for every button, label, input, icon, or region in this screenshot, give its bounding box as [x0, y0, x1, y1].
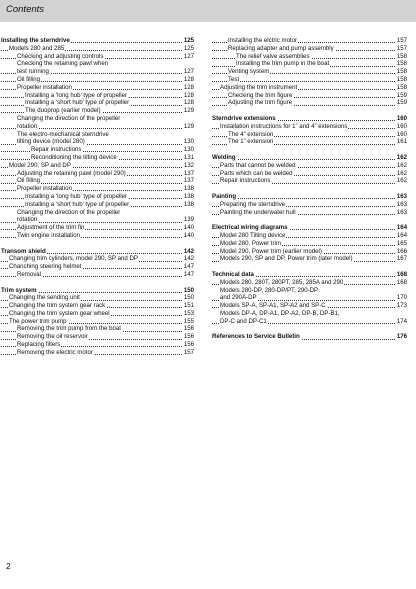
- toc-entry-title: Changing the trim system gear rack: [9, 302, 106, 310]
- toc-entry-title: Repair instructions: [220, 177, 271, 185]
- toc-entry-page: 142: [183, 247, 194, 255]
- toc-entry-page: 160: [396, 122, 407, 130]
- toc-entry[interactable]: [212, 177, 407, 185]
- toc-entry-title: Propeller installation: [17, 83, 72, 91]
- toc-entry-title: Removal: [17, 270, 42, 278]
- toc-entry-title: The 4” extension: [228, 130, 274, 138]
- toc-entry[interactable]: [212, 76, 407, 84]
- toc-entry-title: The duoprop (earlier model): [25, 107, 101, 115]
- toc-entry-title: Models 280, 280T, 280PT, 285, 285A and 290: [220, 278, 344, 286]
- toc-entry-page: 158: [396, 68, 407, 76]
- toc-entry-title: Checking and adjusting controls: [17, 52, 104, 60]
- toc-entry-page: 129: [183, 122, 194, 130]
- toc-entry-title: Adjusting the trim instrument: [220, 83, 298, 91]
- toc-entry-page: 167: [396, 255, 407, 263]
- toc-entry[interactable]: [212, 318, 407, 326]
- toc-entry[interactable]: [1, 146, 194, 154]
- toc-entry-page: 156: [183, 333, 194, 341]
- toc-section-heading[interactable]: [212, 224, 407, 232]
- toc-entry[interactable]: [1, 302, 194, 310]
- toc-entry-page: 150: [183, 286, 194, 294]
- toc-entry-title: Model 280, Power trim: [220, 239, 281, 247]
- toc-entry-page: 153: [183, 309, 194, 317]
- toc-spacer: [212, 107, 407, 115]
- toc-entry-page: 159: [396, 91, 407, 99]
- toc-entry-title: Test: [228, 75, 240, 83]
- toc-entry-page: 128: [183, 75, 194, 83]
- toc-entry[interactable]: [212, 162, 407, 170]
- toc-entry[interactable]: [212, 294, 407, 302]
- toc-entry-title: Electrical wiring diagrams: [212, 224, 288, 232]
- toc-entry-title: Removing the electric motor: [17, 348, 93, 356]
- toc-entry-title: Installing a ‘short hub’ type of propeller: [25, 99, 130, 107]
- toc-entry-title: Reconditioning the tilting device: [31, 153, 117, 161]
- toc-entry[interactable]: [1, 271, 194, 279]
- toc-entry[interactable]: [1, 115, 194, 123]
- toc-entry-title: Changing the trim system gear wheel: [9, 309, 110, 317]
- toc-entry-page: 166: [396, 247, 407, 255]
- toc-entry-title: Models 280 and 285: [9, 44, 65, 52]
- toc-entry-title: References to Service Bulletin: [212, 333, 300, 341]
- toc-entry-title: Models SP-A, SP-A1, SP-A2 and SP-C: [220, 302, 326, 310]
- toc-entry-title: Adjustment of the trim fin: [17, 224, 85, 232]
- toc-entry-title: Installing the sterndrive: [1, 37, 70, 44]
- toc-entry[interactable]: [1, 123, 194, 131]
- toc-entry-page: 173: [396, 302, 407, 310]
- toc-entry-page: 128: [183, 91, 194, 99]
- toc-entry-page: 176: [396, 333, 407, 341]
- toc-entry[interactable]: [1, 170, 194, 178]
- toc-entry-page: 160: [396, 130, 407, 138]
- toc-entry-page: 151: [183, 302, 194, 310]
- toc-entry-title: Models DP-A, DP-A1, DP-A2, DP-B, DP-B1,: [220, 309, 340, 317]
- toc-entry[interactable]: [1, 310, 194, 318]
- toc-entry-title: Painting the underwater hull: [220, 208, 296, 216]
- toc-entry-page: 168: [396, 278, 407, 286]
- toc-entry[interactable]: [1, 216, 194, 224]
- toc-entry-title: Installing a ‘short hub’ type of propeller: [25, 200, 130, 208]
- toc-entry[interactable]: [1, 138, 194, 146]
- toc-entry[interactable]: [212, 123, 407, 131]
- toc-entry-title: Removing the trim pump from the boat: [17, 325, 121, 333]
- toc-entry-title: Propeller installation: [17, 185, 72, 193]
- toc-entry-title: Models 290, SP and DP, Power trim (later model): [220, 255, 353, 263]
- toc-entry-title: Model 280 Tilting device: [220, 231, 286, 239]
- toc-entry-page: 155: [183, 317, 194, 325]
- toc-entry-page: 164: [396, 231, 407, 239]
- toc-entry-page: 156: [183, 325, 194, 333]
- toc-entry-title: Adjusting the retaining pawl (model 290): [17, 169, 126, 177]
- toc-entry[interactable]: [1, 201, 194, 209]
- toc-entry[interactable]: [1, 193, 194, 201]
- toc-entry-title: The 1” extension: [228, 138, 274, 146]
- toc-entry-page: 129: [183, 107, 194, 115]
- toc-entry-title: The power trim pump: [9, 317, 67, 325]
- toc-entry-page: 147: [183, 263, 194, 271]
- toc-entry[interactable]: [1, 53, 194, 61]
- page-number: 2: [6, 561, 11, 571]
- toc-entry[interactable]: [1, 232, 194, 240]
- toc-left-column: [1, 37, 194, 357]
- toc-section-heading[interactable]: [212, 115, 407, 123]
- toc-entry[interactable]: [212, 209, 407, 217]
- toc-entry[interactable]: [212, 279, 407, 287]
- toc-entry-title: Trim system: [1, 286, 37, 294]
- toc-entry-title: Checking the trim figure: [228, 91, 293, 99]
- toc-entry-page: 138: [183, 185, 194, 193]
- toc-entry-page: 142: [183, 255, 194, 263]
- toc-entry[interactable]: [212, 232, 407, 240]
- toc-entry[interactable]: [1, 162, 194, 170]
- toc-entry-page: 127: [183, 68, 194, 76]
- toc-entry[interactable]: [1, 255, 194, 263]
- toc-entry[interactable]: [1, 224, 194, 232]
- toc-entry[interactable]: [1, 333, 194, 341]
- toc-section-heading[interactable]: [1, 287, 194, 295]
- toc-entry[interactable]: [212, 201, 407, 209]
- toc-entry-page: 138: [183, 192, 194, 200]
- toc-entry-title: Models 280-DP, 280-DP/PT, 290-DP: [220, 286, 319, 294]
- toc-entry[interactable]: [212, 287, 407, 295]
- toc-entry-page: 157: [183, 348, 194, 356]
- toc-entry-title: Model 290, Power trim (earlier model): [220, 247, 322, 255]
- toc-entry-title: rotation: [17, 122, 38, 130]
- toc-entry-title: Installing a ‘long hub’ type of propeller: [25, 192, 128, 200]
- toc-entry[interactable]: [1, 76, 194, 84]
- toc-entry-title: Welding: [212, 153, 236, 161]
- toc-entry-title: Changing the direction of the propeller: [17, 208, 121, 216]
- toc-entry[interactable]: [212, 60, 407, 68]
- toc-entry-page: 174: [396, 317, 407, 325]
- toc-entry[interactable]: [212, 53, 407, 61]
- toc-entry-title: Installing a ‘long hub’ type of propeller: [25, 91, 128, 99]
- toc-entry-title: tilting device (model 280): [17, 138, 85, 146]
- toc-entry[interactable]: [212, 37, 407, 45]
- toc-entry[interactable]: [1, 325, 194, 333]
- toc-entry[interactable]: [1, 68, 194, 76]
- toc-entry-title: Replacing filters: [17, 341, 61, 349]
- toc-entry-title: Preparing the sterndrive: [220, 200, 286, 208]
- toc-spacer: [212, 263, 407, 271]
- toc-spacer: [1, 240, 194, 248]
- toc-entry-title: Changing trim cylinders, model 290, SP and DP: [9, 255, 138, 263]
- toc-entry-page: 131: [183, 153, 194, 161]
- toc-section-heading[interactable]: [212, 193, 407, 201]
- toc-entry-title: Replacing adapter and pump assembly: [228, 44, 334, 52]
- toc-entry-page: 161: [396, 138, 407, 146]
- toc-entry-page: 164: [396, 224, 407, 232]
- toc-entry[interactable]: [212, 170, 407, 178]
- toc-entry-title: and 290A-DP: [220, 294, 257, 302]
- toc-entry-page: 147: [183, 270, 194, 278]
- toc-entry[interactable]: [1, 45, 194, 53]
- toc-entry-title: Oil filling: [17, 177, 41, 185]
- toc-entry-title: Parts which can be welded: [220, 169, 293, 177]
- toc-section-heading[interactable]: [212, 333, 407, 341]
- toc-entry-page: 128: [183, 99, 194, 107]
- toc-entry-page: 130: [183, 146, 194, 154]
- toc-entry-page: 140: [183, 231, 194, 239]
- toc-entry-page: 137: [183, 177, 194, 185]
- toc-entry-title: Chanching steering helmet: [9, 263, 82, 271]
- toc-entry-page: 128: [183, 83, 194, 91]
- toc-entry[interactable]: [1, 341, 194, 349]
- toc-entry-page: 150: [183, 294, 194, 302]
- toc-entry[interactable]: [1, 349, 194, 357]
- toc-entry[interactable]: [212, 99, 407, 107]
- toc-entry-page: 140: [183, 224, 194, 232]
- toc-entry-page: 137: [183, 169, 194, 177]
- toc-entry-page: 162: [396, 161, 407, 169]
- toc-spacer: [1, 279, 194, 287]
- toc-entry-page: 163: [396, 200, 407, 208]
- toc-entry-page: 139: [183, 216, 194, 224]
- toc-entry[interactable]: [1, 99, 194, 107]
- toc-entry[interactable]: [1, 84, 194, 92]
- toc-entry-title: Painting: [212, 192, 237, 200]
- toc-entry[interactable]: [212, 45, 407, 53]
- toc-entry-page: 138: [183, 200, 194, 208]
- toc-entry[interactable]: [212, 138, 407, 146]
- toc-entry-title: Checking the retaining pawl when: [17, 60, 109, 68]
- toc-entry-page: 132: [183, 161, 194, 169]
- toc-entry-page: 163: [396, 192, 407, 200]
- toc-entry-page: 165: [396, 239, 407, 247]
- toc-entry-title: Removing the oil reservoir: [17, 333, 88, 341]
- toc-entry-page: 157: [396, 44, 407, 52]
- toc-entry-title: rotation: [17, 216, 38, 224]
- toc-entry-title: Installation instructions for 1” and 4” extensions: [220, 122, 348, 130]
- toc-entry[interactable]: [1, 131, 194, 139]
- toc-entry[interactable]: [1, 177, 194, 185]
- toc-section-heading[interactable]: [1, 248, 194, 256]
- toc-section-heading[interactable]: [1, 37, 194, 45]
- toc-entry-page: 162: [396, 169, 407, 177]
- toc-entry-title: Transom shield: [1, 247, 46, 255]
- toc-entry-title: Repair instructions: [31, 146, 82, 154]
- toc-entry-title: The relief valve assemblies: [236, 52, 310, 60]
- toc-entry-page: 163: [396, 208, 407, 216]
- toc-entry-page: 156: [183, 341, 194, 349]
- toc-entry[interactable]: [212, 302, 407, 310]
- toc-entry-page: 127: [183, 52, 194, 60]
- toc-entry[interactable]: [212, 84, 407, 92]
- toc-spacer: [212, 146, 407, 154]
- toc-entry-title: The electro-mechanical sterndrive: [17, 130, 109, 138]
- toc-entry-title: Adjusting the trim figure: [228, 99, 293, 107]
- toc-entry-title: Sterndrive extensions: [212, 114, 276, 122]
- toc-entry-page: 160: [396, 114, 407, 122]
- toc-entry-page: 125: [183, 37, 194, 44]
- toc-entry-page: 125: [183, 44, 194, 52]
- toc-entry[interactable]: [212, 131, 407, 139]
- toc-entry-page: 158: [396, 60, 407, 68]
- toc-entry[interactable]: [1, 294, 194, 302]
- toc-entry-page: 168: [396, 270, 407, 278]
- toc-entry-title: Installing the elctric motor: [228, 37, 298, 44]
- toc-entry-page: 158: [396, 75, 407, 83]
- toc-entry-title: test running: [17, 68, 49, 76]
- toc-entry[interactable]: [1, 318, 194, 326]
- toc-entry[interactable]: [1, 263, 194, 271]
- toc-right-column: [212, 37, 407, 341]
- toc-entry-page: 158: [396, 83, 407, 91]
- toc-spacer: [212, 325, 407, 333]
- page-title: Contents: [6, 4, 45, 15]
- toc-entry-title: Changing the sending unit: [9, 294, 80, 302]
- toc-entry-title: Parts that cannot be welded: [220, 161, 296, 169]
- toc-entry-page: 158: [396, 52, 407, 60]
- toc-entry[interactable]: [1, 209, 194, 217]
- toc-entry[interactable]: [212, 248, 407, 256]
- toc-spacer: [212, 185, 407, 193]
- toc-section-heading[interactable]: [212, 271, 407, 279]
- toc-entry-page: 170: [396, 294, 407, 302]
- toc-entry[interactable]: [1, 60, 194, 68]
- toc-entry[interactable]: [1, 154, 194, 162]
- toc-entry-title: Installing the trim pump in the boat: [236, 60, 330, 68]
- toc-entry-title: Technical data: [212, 270, 254, 278]
- toc-entry-page: 162: [396, 153, 407, 161]
- toc-entry-title: Twin engine installation: [17, 231, 81, 239]
- toc-entry[interactable]: [1, 92, 194, 100]
- toc-entry-page: 157: [396, 37, 407, 44]
- toc-entry[interactable]: [212, 310, 407, 318]
- toc-entry[interactable]: [212, 255, 407, 263]
- toc-entry[interactable]: [212, 68, 407, 76]
- toc-entry[interactable]: [1, 185, 194, 193]
- toc-entry-title: Oil filling: [17, 75, 41, 83]
- toc-spacer: [212, 216, 407, 224]
- toc-entry-page: 162: [396, 177, 407, 185]
- toc-entry-title: DP-C and DP-C1: [220, 317, 267, 325]
- toc-entry-title: Venting system: [228, 68, 270, 76]
- page-header: [0, 0, 416, 22]
- toc-entry-page: 130: [183, 138, 194, 146]
- toc-entry[interactable]: [212, 92, 407, 100]
- toc-section-heading[interactable]: [212, 154, 407, 162]
- toc-entry-page: 159: [396, 99, 407, 107]
- toc-entry-title: Model 290, SP and DP: [9, 161, 71, 169]
- toc-entry[interactable]: [212, 240, 407, 248]
- toc-entry[interactable]: [1, 107, 194, 115]
- toc-entry-title: Changing the direction of the propeller: [17, 114, 121, 122]
